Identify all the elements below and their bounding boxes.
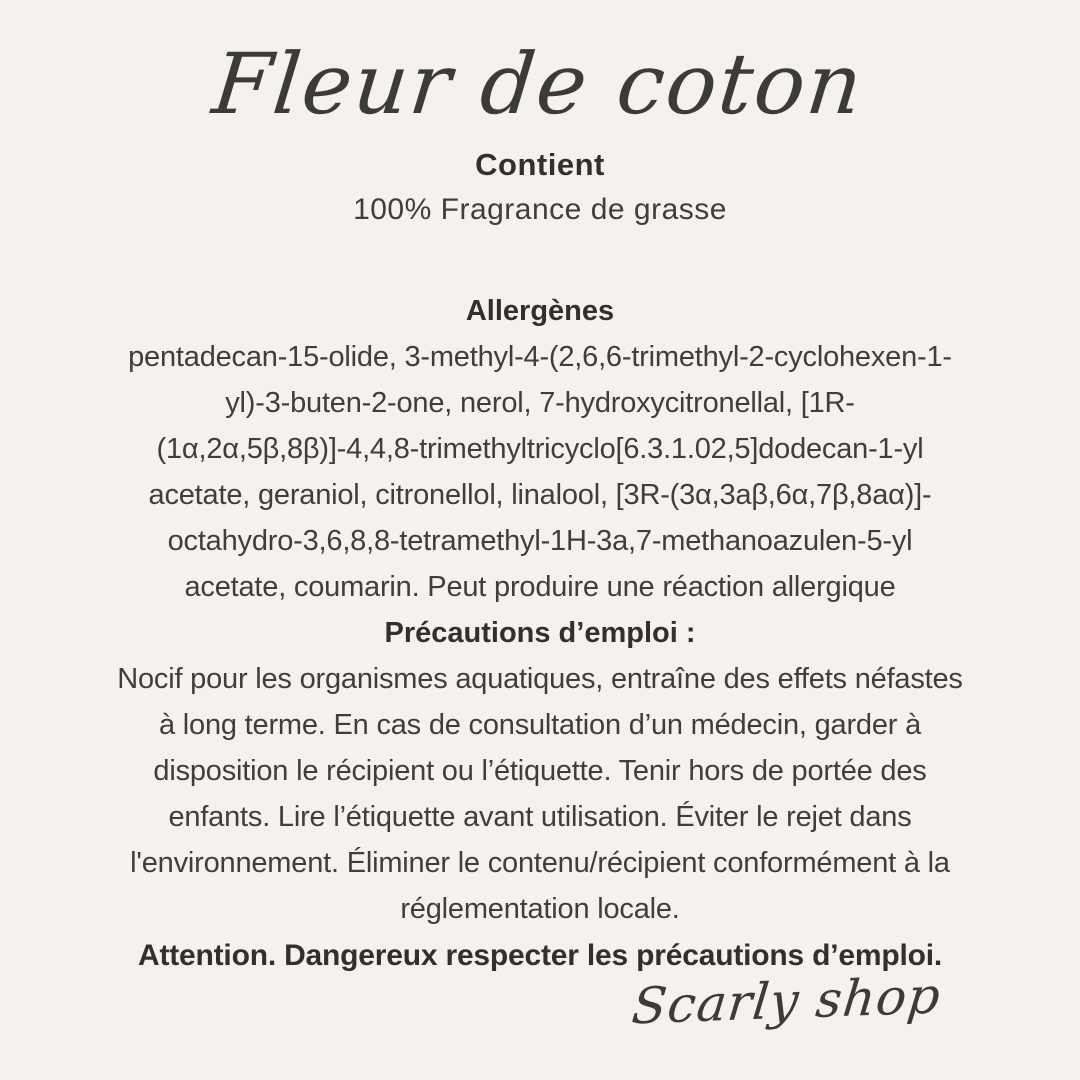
- allergens-line: (1α,2α,5β,8β)]-4,4,8-trimethyltricyclo[6.3.1.02,5]dodecan-1-yl: [156, 433, 924, 465]
- allergens-line: yl)-3-buten-2-one, nerol, 7-hydroxycitronellal, [1R-: [225, 387, 855, 419]
- allergens-line: octahydro-3,6,8,8-tetramethyl-1H-3a,7-methanoazulen-5-yl: [167, 525, 913, 557]
- allergens-heading: Allergènes: [465, 295, 615, 327]
- precautions-line: disposition le récipient ou l’étiquette. Tenir hors de portée des: [153, 755, 927, 787]
- allergens-line: acetate, coumarin. Peut produire une réaction allergique: [184, 571, 896, 603]
- contains-heading: Contient: [475, 147, 605, 182]
- precautions-line: réglementation locale.: [400, 893, 680, 925]
- label-body: [0, 288, 1080, 980]
- precautions-line: Nocif pour les organismes aquatiques, entraîne des effets néfastes: [117, 663, 963, 695]
- brand-title-script: Fleur de coton: [208, 35, 869, 133]
- precautions-line: enfants. Lire l’étiquette avant utilisation. Éviter le rejet dans: [168, 801, 912, 833]
- precautions-line: l'environnement. Éliminer le contenu/récipient conformément à la: [130, 847, 950, 879]
- shop-signature-script: Scarly shop: [629, 966, 944, 1036]
- danger-warning-text: Attention. Dangereux respecter les précautions d’emploi.: [137, 939, 942, 972]
- precautions-heading: Précautions d’emploi :: [384, 617, 696, 649]
- allergens-line: pentadecan-15-olide, 3-methyl-4-(2,6,6-trimethyl-2-cyclohexen-1-: [128, 341, 952, 373]
- contains-value: 100% Fragrance de grasse: [353, 193, 727, 226]
- allergens-line: acetate, geraniol, citronellol, linalool, [3R-(3α,3aβ,6α,7β,8aα)]-: [148, 479, 932, 511]
- precautions-line: à long terme. En cas de consultation d’un médecin, garder à: [159, 709, 921, 741]
